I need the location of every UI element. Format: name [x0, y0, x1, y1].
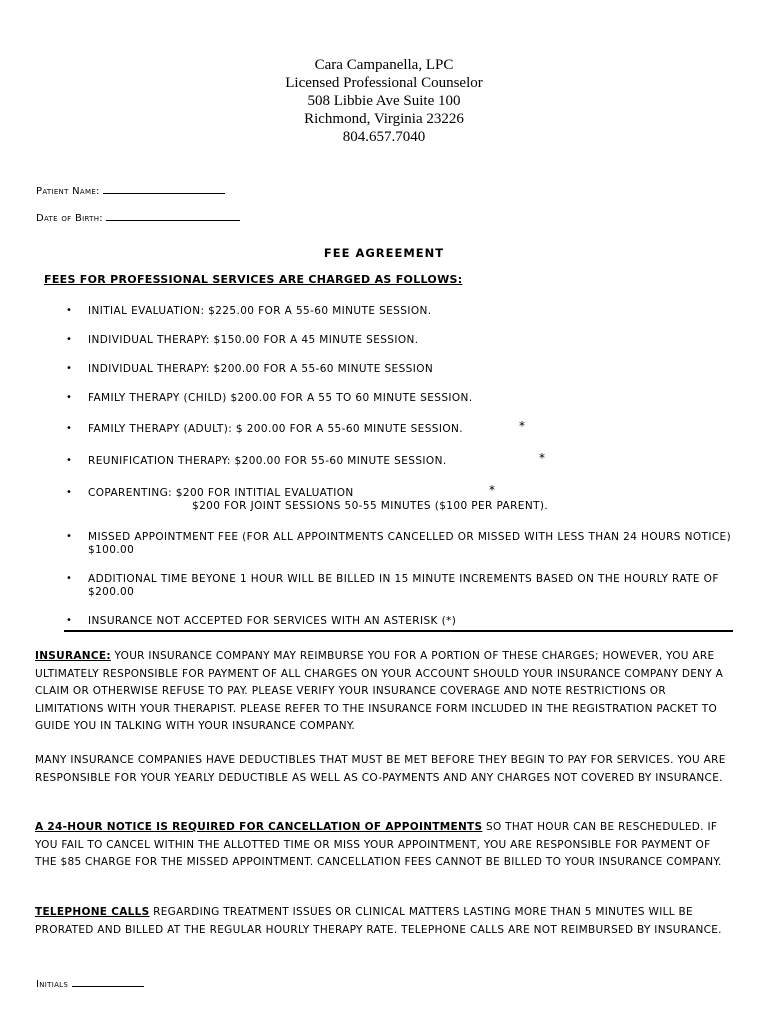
insurance-heading: INSURANCE:	[35, 650, 111, 662]
letterhead	[0, 56, 768, 146]
deductibles-paragraph	[35, 752, 735, 787]
patient-name-blank	[103, 184, 225, 194]
asterisk-marker: *	[519, 419, 525, 433]
bullet-icon: •	[66, 334, 72, 345]
bullet-icon: •	[66, 455, 72, 466]
bullet-icon: •	[66, 305, 72, 316]
address-line-2: Richmond, Virginia 23226	[304, 111, 464, 127]
insurance-paragraph	[35, 648, 735, 736]
bullet-icon: •	[66, 531, 72, 542]
document-title: FEE AGREEMENT	[323, 246, 445, 260]
bullet-icon: •	[66, 392, 72, 403]
dob-blank	[106, 211, 240, 221]
telephone-heading: TELEPHONE CALLS	[35, 906, 150, 918]
initials-field	[36, 977, 144, 990]
fee-item: INITIAL EVALUATION: $225.00 FOR A 55-60 MINUTE SESSION.	[88, 305, 432, 317]
fees-subtitle: FEES FOR PROFESSIONAL SERVICES ARE CHARGED AS FOLLOWS:	[44, 273, 463, 286]
bullet-icon: •	[66, 615, 72, 626]
phone-number: 804.657.7040	[342, 129, 426, 145]
dob-field	[36, 211, 240, 224]
fee-item: INSURANCE NOT ACCEPTED FOR SERVICES WITH AN ASTERISK (*)	[88, 615, 457, 627]
fee-item: COPARENTING: $200 FOR INTITIAL EVALUATION	[88, 487, 354, 499]
bullet-icon: •	[66, 363, 72, 374]
bullet-icon: •	[66, 487, 72, 498]
fee-item-continuation: $200 FOR JOINT SESSIONS 50-55 MINUTES ($100 PER PARENT).	[192, 500, 549, 512]
fee-item: INDIVIDUAL THERAPY: $150.00 FOR A 45 MINUTE SESSION.	[88, 334, 419, 346]
telephone-text: REGARDING TREATMENT ISSUES OR CLINICAL MATTERS LASTING MORE THAN 5 MINUTES WILL BE PRORATED AND BILLED AT THE REGULAR HOURLY THERAPY RATE. TELEPHONE CALLS ARE NOT REIMBURSED BY INSURANCE.	[35, 906, 722, 936]
patient-name-label: Patient Name:	[36, 186, 100, 197]
asterisk-marker: *	[539, 451, 545, 465]
fee-item: MISSED APPOINTMENT FEE (FOR ALL APPOINTMENTS CANCELLED OR MISSED WITH LESS THAN 24 HOURS NOTICE) $100.00	[88, 531, 732, 556]
cancellation-text: SO THAT HOUR CAN BE RESCHEDULED. IF YOU FAIL TO CANCEL WITHIN THE ALLOTTED TIME OR MISS YOUR APPOINTMENT, YOU ARE RESPONSIBLE FOR PAYMENT OF THE $85 CHARGE FOR THE MISSED APPOINTMENT. CANCELLATION FEES CANNOT BE BILLED TO YOUR INSURANCE COMPANY.	[35, 821, 722, 868]
bullet-icon: •	[66, 573, 72, 584]
provider-name: Cara Campanella, LPC	[314, 57, 454, 73]
cancellation-heading: A 24-HOUR NOTICE IS REQUIRED FOR CANCELLATION OF APPOINTMENTS	[35, 821, 483, 833]
divider-rule	[64, 630, 733, 632]
fee-item: FAMILY THERAPY (ADULT): $ 200.00 FOR A 55-60 MINUTE SESSION.	[88, 423, 463, 435]
fee-item: FAMILY THERAPY (CHILD) $200.00 FOR A 55 TO 60 MINUTE SESSION.	[88, 392, 473, 404]
deductibles-text: MANY INSURANCE COMPANIES HAVE DEDUCTIBLES THAT MUST BE MET BEFORE THEY BEGIN TO PAY FOR SERVICES. YOU ARE RESPONSIBLE FOR YOUR YEARLY DEDUCTIBLE AS WELL AS CO-PAYMENTS AND ANY CHARGES NOT COVERED BY INSURANCE.	[35, 754, 726, 784]
cancellation-paragraph	[35, 819, 735, 872]
telephone-paragraph	[35, 904, 735, 939]
dob-label: Date of Birth:	[36, 213, 103, 224]
fee-item: ADDITIONAL TIME BEYONE 1 HOUR WILL BE BILLED IN 15 MINUTE INCREMENTS BASED ON THE HOURLY RATE OF $200.00	[88, 573, 719, 598]
initials-blank	[72, 977, 144, 987]
bullet-icon: •	[66, 423, 72, 434]
address-line-1: 508 Libbie Ave Suite 100	[307, 93, 461, 109]
asterisk-marker: *	[489, 483, 495, 497]
insurance-text: YOUR INSURANCE COMPANY MAY REIMBURSE YOU FOR A PORTION OF THESE CHARGES; HOWEVER, YOU ARE ULTIMATELY RESPONSIBLE FOR PAYMENT OF ALL CHARGES ON YOUR ACCOUNT SHOULD YOUR INSURANCE COMPANY DENY A CLAIM OR OTHERWISE REFUSE TO PAY. PLEASE VERIFY YOUR INSURANCE COVERAGE AND NOTE RESTRICTIONS OR LIMITATIONS WITH YOUR THERAPIST. PLEASE REFER TO THE INSURANCE FORM INCLUDED IN THE REGISTRATION PACKET TO GUIDE YOU IN TALKING WITH YOUR INSURANCE COMPANY.	[35, 650, 724, 732]
provider-credential: Licensed Professional Counselor	[285, 75, 483, 91]
fee-item: INDIVIDUAL THERAPY: $200.00 FOR A 55-60 MINUTE SESSION	[88, 363, 434, 375]
initials-label: Initials	[36, 979, 69, 990]
fee-item: REUNIFICATION THERAPY: $200.00 FOR 55-60 MINUTE SESSION.	[88, 455, 447, 467]
patient-name-field	[36, 184, 225, 197]
